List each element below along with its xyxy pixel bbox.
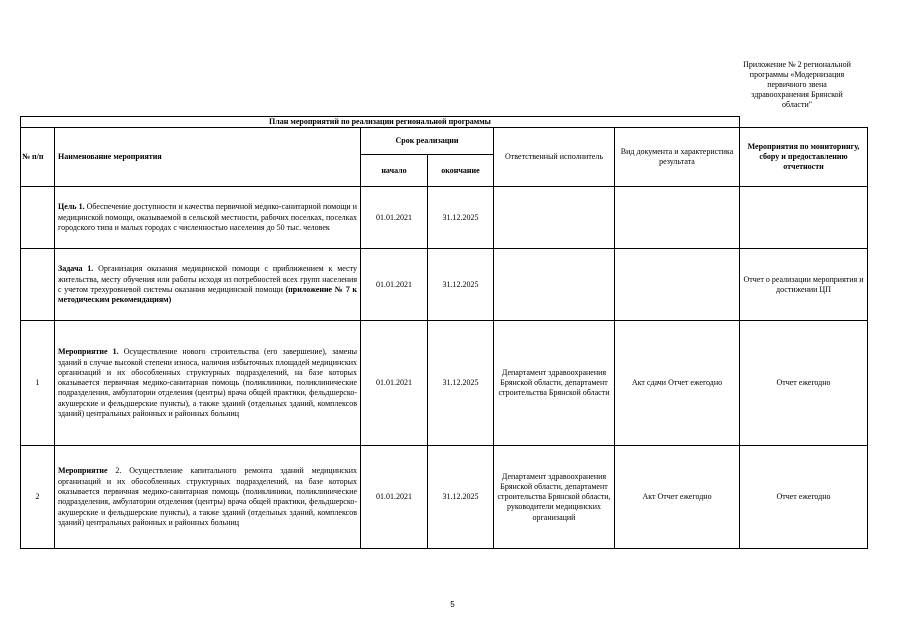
row-start: 01.01.2021 (361, 249, 428, 321)
row-end: 31.12.2025 (428, 321, 494, 446)
row-name-label: Задача 1. (58, 264, 94, 274)
row-name (55, 321, 361, 446)
row-executor (494, 187, 615, 249)
row-name (55, 446, 361, 549)
page-number: 5 (450, 600, 455, 609)
header-monitoring: Мероприятия по мониторингу, сбору и предоставлению отчетности (740, 128, 868, 187)
header-start: начало (361, 155, 428, 187)
row-executor: Департамент здравоохранения Брянской области, департамент строительства Брянской области (494, 321, 615, 446)
appendix-note (722, 60, 872, 110)
row-start: 01.01.2021 (361, 321, 428, 446)
header-doc: Вид документа и характеристика результата (615, 128, 740, 187)
table-title-row (21, 117, 868, 128)
appendix-line: программы «Модернизация (749, 70, 845, 79)
row-end: 31.12.2025 (428, 249, 494, 321)
header-num: № п/п (21, 128, 55, 187)
row-num: 2 (21, 446, 55, 549)
row-monitoring: Отчет о реализации мероприятия и достижении ЦП (740, 249, 868, 321)
row-doc: Акт Отчет ежегодно (615, 446, 740, 549)
header-end: окончание (428, 155, 494, 187)
table-row (21, 321, 868, 446)
row-name-label: Мероприятие 1. (58, 347, 119, 357)
header-period: Срок реализации (361, 128, 494, 155)
header-row (21, 128, 868, 155)
appendix-line: первичного звена (767, 80, 827, 89)
row-name-text: 2. Осуществление капитального ремонта зданий медицинских организаций и их обособленных структурных подразделений, на базе которых оказывается первичная медико-санитарная помощь (поликлиники, поликлинические подразделения, амбулатории отделения (центры) врача общей практики, фельдшерско-акушерские и фельдшерские пункты), а также зданий (отдельных зданий, комплексов зданий) центральных районных и районных больниц (58, 466, 357, 527)
header-name: Наименование мероприятия (55, 128, 361, 187)
row-name-tail: (приложение № 7 к методическим рекомендациям) (58, 284, 357, 305)
appendix-line: здравоохранения Брянской (751, 90, 843, 99)
row-monitoring (740, 187, 868, 249)
appendix-line: Приложение № 2 региональной (743, 60, 851, 69)
row-executor (494, 249, 615, 321)
table-row (21, 187, 868, 249)
table-row (21, 446, 868, 549)
row-name-text: Обеспечение доступности и качества первичной медико-санитарной помощи и медицинской помощи, оказываемой в сельской местности, рабочих поселках, поселках городского типа и малых городах с численностью населения до 50 тыс. человек (58, 202, 357, 232)
row-num (21, 187, 55, 249)
row-num (21, 249, 55, 321)
row-name-text: Организация оказания медицинской помощи с приближением к месту жительства, месту обучения или работы исходя из потребностей всех групп населения с учетом трехуровневой системы оказания медицинской помощи (58, 264, 357, 294)
row-name-label: Мероприятие (58, 466, 108, 476)
appendix-line: области" (781, 100, 812, 109)
row-start: 01.01.2021 (361, 446, 428, 549)
header-executor: Ответственный исполнитель (494, 128, 615, 187)
row-monitoring: Отчет ежегодно (740, 321, 868, 446)
row-monitoring: Отчет ежегодно (740, 446, 868, 549)
row-doc (615, 249, 740, 321)
row-num: 1 (21, 321, 55, 446)
row-name-label: Цель 1. (58, 202, 85, 212)
row-name (55, 187, 361, 249)
row-doc (615, 187, 740, 249)
row-end: 31.12.2025 (428, 446, 494, 549)
plan-table (20, 116, 868, 549)
row-executor: Департамент здравоохранения Брянской области, департамент строительства Брянской области, руководители медицинских организаций (494, 446, 615, 549)
row-end: 31.12.2025 (428, 187, 494, 249)
row-name-text: Осуществление нового строительства (его завершение), замены зданий в случае высокой степени износа, наличия избыточных площадей медицинских организаций и их обособленных структурных подразделений, на базе которых оказывается первичная медико-санитарная помощь (поликлиники, поликлинические подразделения, амбулатории отделения (центры) врача общей практики, фельдшерско-акушерские и фельдшерские пункты), а также зданий (отдельных зданий, комплексов зданий) центральных районных и районных больниц (58, 347, 358, 419)
row-name (55, 249, 361, 321)
row-doc: Акт сдачи Отчет ежегодно (615, 321, 740, 446)
table-row (21, 249, 868, 321)
row-start: 01.01.2021 (361, 187, 428, 249)
table-title: План мероприятий по реализации региональной программы (21, 117, 740, 128)
